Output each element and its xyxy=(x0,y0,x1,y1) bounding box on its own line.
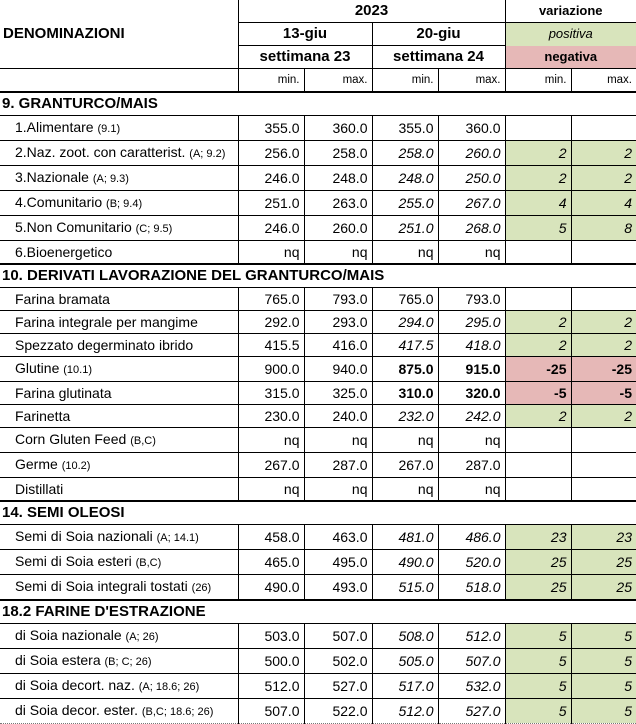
week2-header: settimana 24 xyxy=(372,46,505,69)
var-min-cell: 5 xyxy=(505,624,571,649)
table-row xyxy=(0,141,636,166)
wk1-max-cell: 248.0 xyxy=(304,166,372,191)
wk2-max-cell: 250.0 xyxy=(438,166,505,191)
row-note: (A; 26) xyxy=(125,631,159,643)
wk2-min-cell: 512.0 xyxy=(372,699,438,724)
var-max-cell xyxy=(571,478,636,502)
var-min-cell: 2 xyxy=(505,166,571,191)
wk1-min-cell: 315.0 xyxy=(238,382,304,405)
table-row xyxy=(0,478,636,502)
row-label-text: di Soia decort. naz. xyxy=(15,677,135,693)
row-label-text: Spezzato degerminato ibrido xyxy=(15,337,194,353)
table-row xyxy=(0,166,636,191)
row-note: (A; 9.3) xyxy=(92,173,129,185)
row-label-text: 5.Non Comunitario xyxy=(15,219,132,235)
var-max-cell: 2 xyxy=(571,166,636,191)
min-label-3: min. xyxy=(505,69,571,93)
wk1-max-cell: 260.0 xyxy=(304,216,372,241)
wk1-min-cell: 512.0 xyxy=(238,674,304,699)
section-header-row xyxy=(0,264,636,288)
row-label xyxy=(0,166,238,191)
wk1-max-cell: 463.0 xyxy=(304,525,372,550)
wk2-min-cell: 310.0 xyxy=(372,382,438,405)
row-note: (A; 9.2) xyxy=(189,148,226,160)
row-note: (C; 9.5) xyxy=(135,223,173,235)
wk2-min-cell: 294.0 xyxy=(372,311,438,334)
var-min-cell: 2 xyxy=(505,141,571,166)
wk2-min-cell: 765.0 xyxy=(372,288,438,311)
wk1-min-cell: 292.0 xyxy=(238,311,304,334)
var-min-cell xyxy=(505,428,571,453)
row-label xyxy=(0,575,238,601)
section-title: 10. DERIVATI LAVORAZIONE DEL GRANTURCO/MAIS xyxy=(0,264,636,288)
row-label-text: Distillati xyxy=(15,481,64,497)
row-label xyxy=(0,334,238,357)
row-label-text: Semi di Soia integrali tostati xyxy=(15,578,188,594)
table-row xyxy=(0,357,636,382)
row-label xyxy=(0,191,238,216)
row-label xyxy=(0,311,238,334)
row-label xyxy=(0,241,238,265)
row-label xyxy=(0,428,238,453)
wk1-max-cell: nq xyxy=(304,478,372,502)
year-header: 2023 xyxy=(238,0,505,23)
var-max-cell: 5 xyxy=(571,699,636,724)
row-note: (B; C; 26) xyxy=(104,656,152,668)
wk2-min-cell: 255.0 xyxy=(372,191,438,216)
min-label-1: min. xyxy=(238,69,304,93)
denominazioni-header: DENOMINAZIONI xyxy=(0,0,238,69)
section-title: 14. SEMI OLEOSI xyxy=(0,501,636,525)
wk1-min-cell: 246.0 xyxy=(238,166,304,191)
wk2-min-cell: 515.0 xyxy=(372,575,438,601)
var-min-cell: 23 xyxy=(505,525,571,550)
var-min-cell: -25 xyxy=(505,357,571,382)
wk1-max-cell: 527.0 xyxy=(304,674,372,699)
wk2-max-cell: 418.0 xyxy=(438,334,505,357)
wk1-min-cell: 465.0 xyxy=(238,550,304,575)
wk1-max-cell: 522.0 xyxy=(304,699,372,724)
var-min-cell: 2 xyxy=(505,311,571,334)
row-note: (A; 14.1) xyxy=(156,532,199,544)
wk2-max-cell: 532.0 xyxy=(438,674,505,699)
row-label-text: di Soia estera xyxy=(15,652,101,668)
wk1-max-cell: 258.0 xyxy=(304,141,372,166)
wk2-min-cell: 490.0 xyxy=(372,550,438,575)
row-label xyxy=(0,357,238,382)
wk2-min-cell: 417.5 xyxy=(372,334,438,357)
wk2-min-cell: 251.0 xyxy=(372,216,438,241)
var-min-cell: 5 xyxy=(505,649,571,674)
wk1-max-cell: 940.0 xyxy=(304,357,372,382)
wk2-max-cell: 268.0 xyxy=(438,216,505,241)
wk1-max-cell: nq xyxy=(304,428,372,453)
min-label-2: min. xyxy=(372,69,438,93)
wk1-min-cell: 900.0 xyxy=(238,357,304,382)
var-max-cell xyxy=(571,428,636,453)
var-max-cell: 25 xyxy=(571,575,636,601)
section-header-row xyxy=(0,501,636,525)
var-max-cell: 4 xyxy=(571,191,636,216)
var-min-cell: 5 xyxy=(505,699,571,724)
wk2-min-cell: 505.0 xyxy=(372,649,438,674)
wk1-min-cell: 458.0 xyxy=(238,525,304,550)
wk2-min-cell: nq xyxy=(372,241,438,265)
row-note: (A; 18.6; 26) xyxy=(138,681,200,693)
row-label-text: Farinetta xyxy=(15,408,71,424)
table-row xyxy=(0,550,636,575)
negative-label: negativa xyxy=(505,46,636,69)
max-label-3: max. xyxy=(571,69,636,93)
wk1-max-cell: 495.0 xyxy=(304,550,372,575)
var-min-cell: 25 xyxy=(505,550,571,575)
wk2-max-cell: 915.0 xyxy=(438,357,505,382)
row-label-text: Corn Gluten Feed xyxy=(15,431,127,447)
wk2-max-cell: 242.0 xyxy=(438,405,505,428)
var-max-cell: 23 xyxy=(571,525,636,550)
section-title: 18.2 FARINE D'ESTRAZIONE xyxy=(0,600,636,624)
var-min-cell xyxy=(505,241,571,265)
wk1-max-cell: 360.0 xyxy=(304,116,372,141)
wk1-max-cell: 287.0 xyxy=(304,453,372,478)
var-max-cell: 5 xyxy=(571,649,636,674)
table-row xyxy=(0,288,636,311)
table-row xyxy=(0,216,636,241)
wk2-max-cell: 260.0 xyxy=(438,141,505,166)
blank-cell xyxy=(0,69,238,93)
row-label xyxy=(0,699,238,724)
table-row xyxy=(0,116,636,141)
row-label-text: 6.Bioenergetico xyxy=(15,244,113,260)
var-max-cell xyxy=(571,241,636,265)
row-note: (26) xyxy=(191,582,212,594)
wk2-min-cell: 248.0 xyxy=(372,166,438,191)
row-label xyxy=(0,453,238,478)
var-min-cell: 2 xyxy=(505,334,571,357)
wk2-max-cell: 518.0 xyxy=(438,575,505,601)
var-max-cell: 2 xyxy=(571,141,636,166)
wk1-min-cell: 503.0 xyxy=(238,624,304,649)
wk2-max-cell: nq xyxy=(438,478,505,502)
wk1-max-cell: 416.0 xyxy=(304,334,372,357)
wk2-max-cell: 520.0 xyxy=(438,550,505,575)
table-row xyxy=(0,525,636,550)
var-min-cell: 2 xyxy=(505,405,571,428)
variation-header: variazione xyxy=(505,0,636,23)
table-row xyxy=(0,624,636,649)
table-row xyxy=(0,428,636,453)
wk2-min-cell: 508.0 xyxy=(372,624,438,649)
row-label-text: Germe xyxy=(15,456,58,472)
wk2-max-cell: 287.0 xyxy=(438,453,505,478)
wk2-max-cell: nq xyxy=(438,241,505,265)
wk2-min-cell: 258.0 xyxy=(372,141,438,166)
wk2-max-cell: 527.0 xyxy=(438,699,505,724)
wk1-min-cell: 765.0 xyxy=(238,288,304,311)
var-min-cell xyxy=(505,116,571,141)
var-min-cell: 5 xyxy=(505,216,571,241)
wk1-min-cell: 230.0 xyxy=(238,405,304,428)
row-label xyxy=(0,624,238,649)
section-header-row xyxy=(0,600,636,624)
row-label-text: Semi di Soia nazionali xyxy=(15,528,153,544)
var-min-cell xyxy=(505,453,571,478)
wk1-max-cell: 493.0 xyxy=(304,575,372,601)
row-label-text: Semi di Soia esteri xyxy=(15,553,132,569)
max-label-2: max. xyxy=(438,69,505,93)
wk1-max-cell: 240.0 xyxy=(304,405,372,428)
wk1-max-cell: nq xyxy=(304,241,372,265)
var-max-cell: 2 xyxy=(571,311,636,334)
date1-header: 13-giu xyxy=(238,23,372,46)
wk2-max-cell: 512.0 xyxy=(438,624,505,649)
var-max-cell: 5 xyxy=(571,624,636,649)
wk1-min-cell: 267.0 xyxy=(238,453,304,478)
row-label xyxy=(0,674,238,699)
wk2-max-cell: 793.0 xyxy=(438,288,505,311)
wk1-max-cell: 502.0 xyxy=(304,649,372,674)
wk2-max-cell: 267.0 xyxy=(438,191,505,216)
var-max-cell: 5 xyxy=(571,674,636,699)
wk1-max-cell: 263.0 xyxy=(304,191,372,216)
date2-header: 20-giu xyxy=(372,23,505,46)
table-row xyxy=(0,575,636,601)
var-min-cell: 4 xyxy=(505,191,571,216)
table-row xyxy=(0,405,636,428)
wk2-max-cell: 360.0 xyxy=(438,116,505,141)
table-row xyxy=(0,241,636,265)
table-row xyxy=(0,191,636,216)
wk1-min-cell: nq xyxy=(238,478,304,502)
week1-header: settimana 23 xyxy=(238,46,372,69)
var-max-cell: -25 xyxy=(571,357,636,382)
var-max-cell: -5 xyxy=(571,382,636,405)
row-label-text: Farina integrale per mangime xyxy=(15,314,198,330)
wk1-max-cell: 325.0 xyxy=(304,382,372,405)
var-min-cell: 5 xyxy=(505,674,571,699)
wk2-min-cell: 267.0 xyxy=(372,453,438,478)
wk2-min-cell: nq xyxy=(372,428,438,453)
table-row xyxy=(0,649,636,674)
wk2-min-cell: 355.0 xyxy=(372,116,438,141)
row-label xyxy=(0,525,238,550)
max-label-1: max. xyxy=(304,69,372,93)
row-label-text: 1.Alimentare xyxy=(15,119,94,135)
row-label-text: 3.Nazionale xyxy=(15,169,89,185)
wk1-min-cell: 256.0 xyxy=(238,141,304,166)
row-label-text: di Soia nazionale xyxy=(15,627,122,643)
row-label xyxy=(0,116,238,141)
wk2-max-cell: 486.0 xyxy=(438,525,505,550)
row-label xyxy=(0,550,238,575)
wk1-min-cell: 507.0 xyxy=(238,699,304,724)
var-max-cell xyxy=(571,288,636,311)
row-label-text: Glutine xyxy=(15,360,60,376)
table-row xyxy=(0,382,636,405)
row-label-text: 2.Naz. zoot. con caratterist. xyxy=(15,144,186,160)
row-label xyxy=(0,405,238,428)
var-max-cell: 8 xyxy=(571,216,636,241)
row-note: (10.2) xyxy=(61,460,91,472)
var-max-cell xyxy=(571,453,636,478)
row-note: (B,C) xyxy=(135,557,162,569)
row-note: (9.1) xyxy=(97,123,121,135)
wk2-max-cell: 295.0 xyxy=(438,311,505,334)
section-header-row xyxy=(0,92,636,116)
row-label-text: 4.Comunitario xyxy=(15,194,103,210)
wk2-max-cell: 320.0 xyxy=(438,382,505,405)
table-row xyxy=(0,311,636,334)
wk1-min-cell: 355.0 xyxy=(238,116,304,141)
row-label-text: di Soia decor. ester. xyxy=(15,702,138,718)
var-min-cell: -5 xyxy=(505,382,571,405)
wk2-max-cell: nq xyxy=(438,428,505,453)
wk1-min-cell: nq xyxy=(238,241,304,265)
row-label xyxy=(0,478,238,502)
wk1-min-cell: nq xyxy=(238,428,304,453)
wk1-min-cell: 251.0 xyxy=(238,191,304,216)
wk1-max-cell: 793.0 xyxy=(304,288,372,311)
wk2-min-cell: 481.0 xyxy=(372,525,438,550)
var-max-cell: 2 xyxy=(571,334,636,357)
var-min-cell xyxy=(505,288,571,311)
wk1-max-cell: 293.0 xyxy=(304,311,372,334)
wk1-min-cell: 490.0 xyxy=(238,575,304,601)
table-row xyxy=(0,334,636,357)
row-note: (B,C) xyxy=(130,435,156,447)
table-row xyxy=(0,453,636,478)
row-label xyxy=(0,141,238,166)
row-note: (B; 9.4) xyxy=(106,198,143,210)
wk2-min-cell: 517.0 xyxy=(372,674,438,699)
row-label xyxy=(0,382,238,405)
row-label-text: Farina bramata xyxy=(15,291,110,307)
wk1-min-cell: 500.0 xyxy=(238,649,304,674)
var-max-cell: 2 xyxy=(571,405,636,428)
var-min-cell xyxy=(505,478,571,502)
wk2-min-cell: nq xyxy=(372,478,438,502)
wk2-max-cell: 507.0 xyxy=(438,649,505,674)
wk1-max-cell: 507.0 xyxy=(304,624,372,649)
section-title: 9. GRANTURCO/MAIS xyxy=(0,92,636,116)
row-label xyxy=(0,649,238,674)
row-label xyxy=(0,216,238,241)
var-min-cell: 25 xyxy=(505,575,571,601)
row-note: (B,C; 18.6; 26) xyxy=(141,706,214,718)
row-note: (10.1) xyxy=(63,364,92,376)
table-row xyxy=(0,674,636,699)
var-max-cell xyxy=(571,116,636,141)
row-label xyxy=(0,288,238,311)
table-row xyxy=(0,699,636,724)
wk1-min-cell: 246.0 xyxy=(238,216,304,241)
wk1-min-cell: 415.5 xyxy=(238,334,304,357)
wk2-min-cell: 875.0 xyxy=(372,357,438,382)
row-label-text: Farina glutinata xyxy=(15,385,112,401)
var-max-cell: 25 xyxy=(571,550,636,575)
positive-label: positiva xyxy=(505,23,636,46)
wk2-min-cell: 232.0 xyxy=(372,405,438,428)
